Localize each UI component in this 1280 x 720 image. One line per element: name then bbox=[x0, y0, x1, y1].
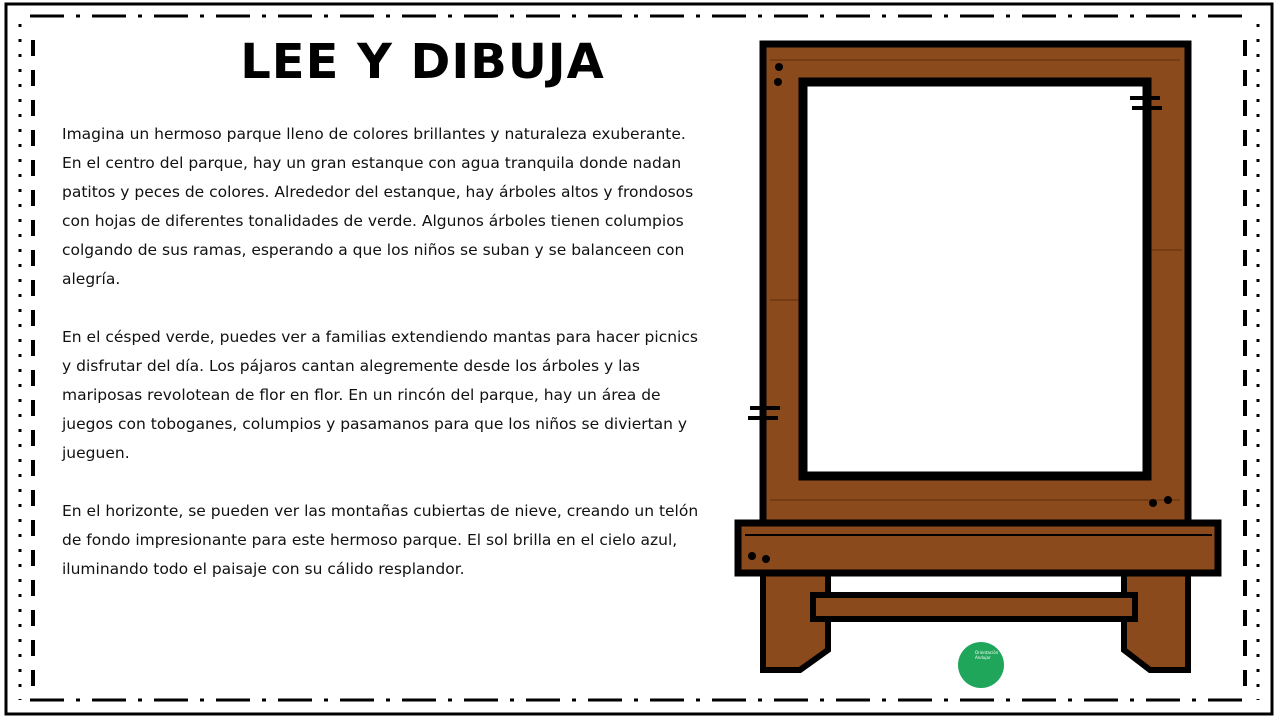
logo-line-2: Andujar bbox=[975, 655, 991, 660]
paragraph-1: Imagina un hermoso parque lleno de colores brillantes y naturaleza exuberante. En el centro del parque, hay un gran estanque con agua tranquila donde nadan patitos y peces de colores. Alrededor del estanque, hay árboles altos y frondosos con hojas de diferentes tonalidades de verde. Algunos árboles tienen columpios colgando de sus ramas, esperando a que los niños se suban y se balanceen con alegría. bbox=[62, 125, 694, 288]
brand-logo-text bbox=[975, 650, 998, 660]
drawing-area bbox=[803, 82, 1147, 476]
paragraph-3: En el horizonte, se pueden ver las montañas cubiertas de nieve, creando un telón de fondo impresionante para este hermoso parque. El sol brilla en el cielo azul, iluminando todo el paisaje con su cálido resplandor. bbox=[62, 502, 699, 578]
easel-shelf bbox=[738, 523, 1218, 573]
brand-logo bbox=[958, 642, 1004, 688]
paragraph-2: En el césped verde, puedes ver a familias extendiendo mantas para hacer picnics y disfrutar del día. Los pájaros cantan alegremente desde los árboles y las mariposas revolotean de flor en flor. En un rincón del parque, hay un área de juegos con toboganes, columpios y pasamanos para que los niños se diviertan y jueguen. bbox=[62, 328, 698, 462]
logo-line-1: Orientación bbox=[975, 650, 999, 655]
page-title: LEE Y DIBUJA bbox=[240, 34, 605, 90]
easel-lower-rail bbox=[813, 595, 1135, 619]
